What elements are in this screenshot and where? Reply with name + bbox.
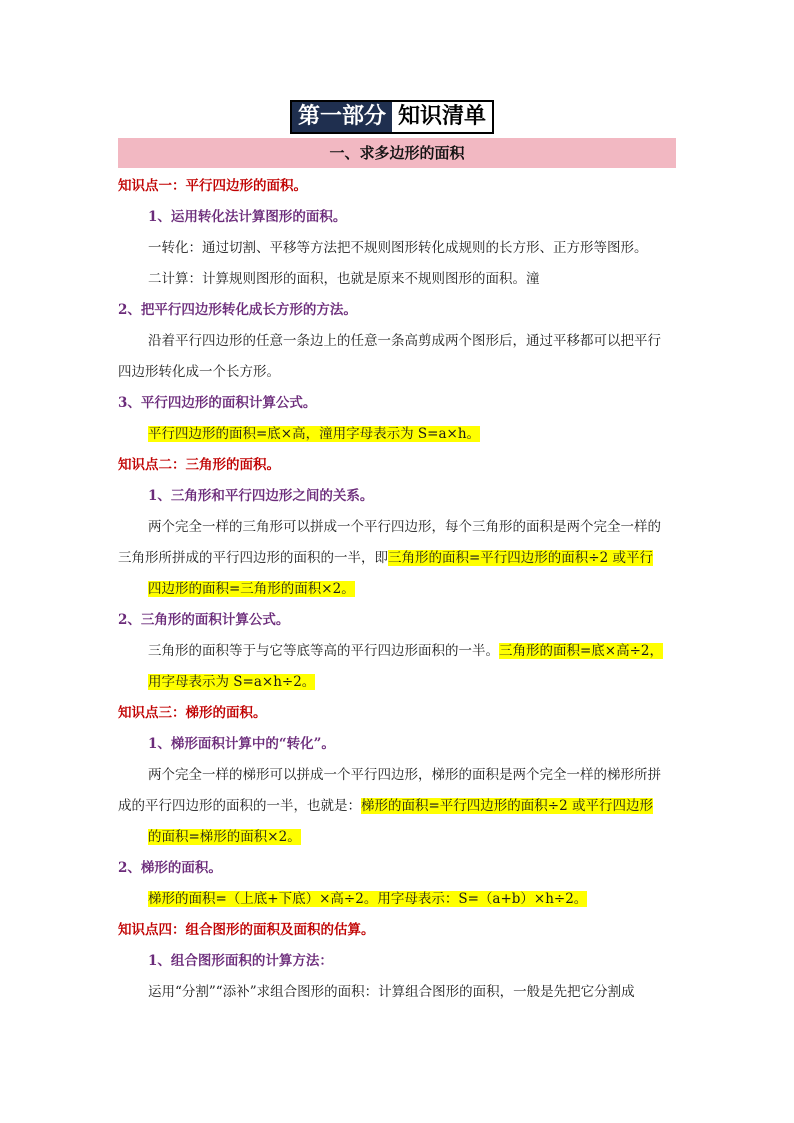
- kp2-s1-line3-highlight: 四边形的面积=三角形的面积×2。: [148, 581, 355, 597]
- kp2-s1-line1: 两个完全一样的三角形可以拼成一个平行四边形，每个三角形的面积是两个完全一样的: [148, 519, 661, 535]
- kp1-s3-title: 3、平行四边形的面积计算公式。: [118, 395, 317, 411]
- kp2-heading: 知识点二：三角形的面积。: [118, 457, 280, 473]
- kp2-s1-title: 1、三角形和平行四边形之间的关系。: [148, 488, 374, 504]
- kp1-s3-formula: 平行四边形的面积=底×高，潼用字母表示为 S=a×h。: [148, 426, 481, 442]
- kp2-s2-line2: [148, 672, 315, 692]
- kp1-s2-title: 2、把平行四边形转化成长方形的方法。: [118, 302, 357, 318]
- kp3-s1-title: 1、梯形面积计算中的“转化”。: [148, 736, 335, 752]
- kp2-s2-line1-highlight: 三角形的面积=底×高÷2，: [499, 643, 664, 659]
- kp2-s1-line3: [148, 579, 355, 599]
- kp3-s1-line1: 两个完全一样的梯形可以拼成一个平行四边形，梯形的面积是两个完全一样的梯形所拼: [148, 767, 661, 783]
- kp4-heading: 知识点四：组合图形的面积及面积的估算。: [118, 922, 375, 938]
- kp3-heading: 知识点三：梯形的面积。: [118, 705, 267, 721]
- kp3-s2-formula-line: [148, 889, 587, 909]
- part-title: [290, 100, 494, 134]
- section-title: 一、求多边形的面积: [118, 138, 676, 168]
- kp1-s1-line1: 一转化：通过切割、平移等方法把不规则图形转化成规则的长方形、正方形等图形。: [148, 240, 648, 256]
- kp4-s1-line1: 运用“分割”“添补”求组合图形的面积：计算组合图形的面积，一般是先把它分割成: [148, 984, 635, 1000]
- kp1-heading: 知识点一：平行四边形的面积。: [118, 178, 307, 194]
- kp4-s1-title: 1、组合图形面积的计算方法：: [148, 953, 333, 969]
- kp2-s2-line1: [148, 641, 663, 661]
- kp2-s2-line1-plain: 三角形的面积等于与它等底等高的平行四边形面积的一半。: [148, 643, 499, 659]
- kp2-s1-line2-plain: 三角形所拼成的平行四边形的面积的一半，即: [118, 550, 388, 566]
- kp1-s1-line2: 二计算：计算规则图形的面积，也就是原来不规则图形的面积。潼: [148, 271, 540, 287]
- part-title-left: 第一部分: [292, 102, 392, 132]
- kp1-s3-formula-line: [148, 424, 480, 444]
- kp3-s1-line3-highlight: 的面积=梯形的面积×2。: [148, 829, 301, 845]
- kp1-s2-line2: 四边形转化成一个长方形。: [118, 364, 280, 380]
- kp2-s1-line2-highlight: 三角形的面积=平行四边形的面积÷2 或平行: [388, 550, 654, 566]
- kp3-s1-line2-plain: 成的平行四边形的面积的一半，也就是：: [118, 798, 361, 814]
- kp3-s2-formula: 梯形的面积=（上底+下底）×高÷2。用字母表示：S=（a+b）×h÷2。: [148, 891, 588, 907]
- kp3-s1-line2: [118, 796, 653, 816]
- kp1-s1-title: 1、运用转化法计算图形的面积。: [148, 209, 347, 225]
- kp2-s2-line2-highlight: 用字母表示为 S=a×h÷2。: [148, 674, 316, 690]
- kp3-s1-line3: [148, 827, 301, 847]
- kp3-s1-line2-highlight: 梯形的面积=平行四边形的面积÷2 或平行四边形: [361, 798, 654, 814]
- kp3-s2-title: 2、梯形的面积。: [118, 860, 222, 876]
- kp2-s2-title: 2、三角形的面积计算公式。: [118, 612, 290, 628]
- kp1-s2-line1: 沿着平行四边形的任意一条边上的任意一条高剪成两个图形后，通过平移都可以把平行: [148, 333, 661, 349]
- kp2-s1-line2: [118, 548, 653, 568]
- part-title-right: 知识清单: [392, 102, 492, 132]
